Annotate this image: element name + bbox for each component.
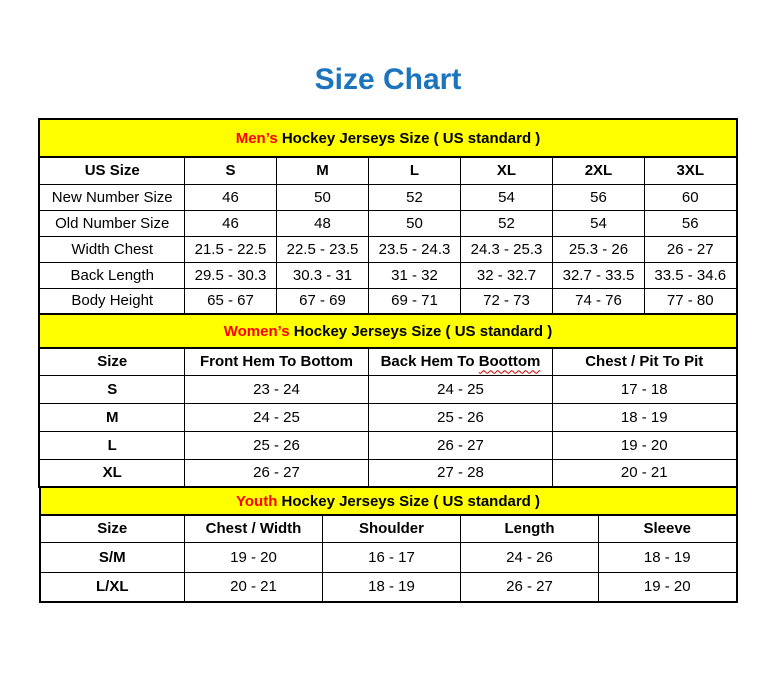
mens-size-table bbox=[38, 118, 737, 315]
youth-col-header: Chest / Width bbox=[185, 515, 323, 542]
size-value: 24 - 26 bbox=[461, 542, 599, 572]
tables-container bbox=[0, 118, 776, 603]
mens-row-back-length bbox=[39, 262, 736, 288]
size-value: 21.5 - 22.5 bbox=[184, 236, 276, 262]
size-value: 20 - 21 bbox=[552, 459, 736, 487]
row-label: Width Chest bbox=[39, 236, 184, 262]
row-label: Body Height bbox=[39, 288, 184, 314]
size-value: 72 - 73 bbox=[460, 288, 552, 314]
mens-col-header: S bbox=[184, 157, 276, 184]
size-value: 54 bbox=[552, 210, 644, 236]
mens-col-header: XL bbox=[460, 157, 552, 184]
youth-size-table bbox=[39, 486, 738, 603]
row-label: Old Number Size bbox=[39, 210, 184, 236]
size-value: 30.3 - 31 bbox=[276, 262, 368, 288]
row-label: S/M bbox=[40, 542, 185, 572]
womens-banner-row bbox=[39, 314, 736, 348]
womens-col-header: Size bbox=[39, 348, 184, 375]
size-value: 60 bbox=[644, 184, 736, 210]
size-value: 20 - 21 bbox=[185, 572, 323, 602]
size-value: 48 bbox=[276, 210, 368, 236]
mens-row-old-number-size bbox=[39, 210, 736, 236]
size-value: 32 - 32.7 bbox=[460, 262, 552, 288]
row-label: XL bbox=[39, 459, 184, 487]
youth-header-row bbox=[40, 515, 737, 542]
size-value: 77 - 80 bbox=[644, 288, 736, 314]
mens-banner-row bbox=[39, 119, 736, 157]
size-value: 52 bbox=[368, 184, 460, 210]
youth-banner-highlight: Youth bbox=[236, 492, 278, 510]
size-value: 18 - 19 bbox=[599, 542, 737, 572]
size-value: 26 - 27 bbox=[644, 236, 736, 262]
size-value: 25 - 26 bbox=[368, 403, 552, 431]
size-value: 25.3 - 26 bbox=[552, 236, 644, 262]
size-value: 50 bbox=[276, 184, 368, 210]
size-value: 24 - 25 bbox=[368, 375, 552, 403]
mens-banner-text: Hockey Jerseys Size ( US standard ) bbox=[281, 129, 541, 147]
womens-size-table bbox=[38, 313, 737, 488]
mens-row-new-number-size bbox=[39, 184, 736, 210]
womens-col-header-misspelled bbox=[368, 348, 552, 375]
size-value: 19 - 20 bbox=[552, 431, 736, 459]
mens-banner bbox=[39, 119, 736, 157]
mens-col-header: US Size bbox=[39, 157, 184, 184]
row-label: S bbox=[39, 375, 184, 403]
row-label: L/XL bbox=[40, 572, 185, 602]
size-value: 26 - 27 bbox=[184, 459, 368, 487]
youth-row-lxl bbox=[40, 572, 737, 602]
size-value: 18 - 19 bbox=[323, 572, 461, 602]
womens-header-row bbox=[39, 348, 736, 375]
size-value: 65 - 67 bbox=[184, 288, 276, 314]
womens-row-m bbox=[39, 403, 736, 431]
mens-banner-highlight: Men’s bbox=[235, 129, 278, 147]
size-value: 18 - 19 bbox=[552, 403, 736, 431]
youth-banner-text: Hockey Jerseys Size ( US standard ) bbox=[281, 492, 540, 510]
size-value: 22.5 - 23.5 bbox=[276, 236, 368, 262]
mens-col-header: M bbox=[276, 157, 368, 184]
size-value: 74 - 76 bbox=[552, 288, 644, 314]
back-hem-prefix: Back Hem To bbox=[380, 353, 475, 371]
size-value: 26 - 27 bbox=[368, 431, 552, 459]
size-value: 46 bbox=[184, 210, 276, 236]
size-value: 31 - 32 bbox=[368, 262, 460, 288]
row-label: Back Length bbox=[39, 262, 184, 288]
size-value: 23.5 - 24.3 bbox=[368, 236, 460, 262]
youth-banner-row bbox=[40, 487, 737, 515]
womens-banner-highlight: Women’s bbox=[223, 322, 290, 340]
size-value: 16 - 17 bbox=[323, 542, 461, 572]
page-title: Size Chart bbox=[314, 63, 462, 96]
size-value: 17 - 18 bbox=[552, 375, 736, 403]
size-value: 26 - 27 bbox=[461, 572, 599, 602]
mens-header-row bbox=[39, 157, 736, 184]
youth-col-header: Sleeve bbox=[599, 515, 737, 542]
womens-row-xl bbox=[39, 459, 736, 487]
mens-col-header: L bbox=[368, 157, 460, 184]
womens-banner-text: Hockey Jerseys Size ( US standard ) bbox=[293, 322, 553, 340]
youth-banner bbox=[40, 487, 737, 515]
womens-col-header: Chest / Pit To Pit bbox=[552, 348, 736, 375]
spellcheck-squiggle-word: Boottom bbox=[478, 353, 541, 371]
size-value: 69 - 71 bbox=[368, 288, 460, 314]
size-value: 54 bbox=[460, 184, 552, 210]
mens-col-header: 2XL bbox=[552, 157, 644, 184]
size-value: 27 - 28 bbox=[368, 459, 552, 487]
size-value: 50 bbox=[368, 210, 460, 236]
youth-col-header: Shoulder bbox=[323, 515, 461, 542]
womens-row-s bbox=[39, 375, 736, 403]
womens-row-l bbox=[39, 431, 736, 459]
size-value: 24 - 25 bbox=[184, 403, 368, 431]
size-value: 25 - 26 bbox=[184, 431, 368, 459]
mens-row-body-height bbox=[39, 288, 736, 314]
womens-banner bbox=[39, 314, 736, 348]
size-value: 56 bbox=[644, 210, 736, 236]
size-value: 23 - 24 bbox=[184, 375, 368, 403]
size-value: 46 bbox=[184, 184, 276, 210]
size-value: 19 - 20 bbox=[185, 542, 323, 572]
row-label: New Number Size bbox=[39, 184, 184, 210]
size-value: 29.5 - 30.3 bbox=[184, 262, 276, 288]
womens-col-header: Front Hem To Bottom bbox=[184, 348, 368, 375]
size-value: 19 - 20 bbox=[599, 572, 737, 602]
size-value: 33.5 - 34.6 bbox=[644, 262, 736, 288]
size-value: 24.3 - 25.3 bbox=[460, 236, 552, 262]
size-value: 52 bbox=[460, 210, 552, 236]
size-value: 32.7 - 33.5 bbox=[552, 262, 644, 288]
size-value: 67 - 69 bbox=[276, 288, 368, 314]
youth-row-sm bbox=[40, 542, 737, 572]
youth-col-header: Size bbox=[40, 515, 185, 542]
mens-col-header: 3XL bbox=[644, 157, 736, 184]
size-value: 56 bbox=[552, 184, 644, 210]
youth-col-header: Length bbox=[461, 515, 599, 542]
mens-row-width-chest bbox=[39, 236, 736, 262]
row-label: M bbox=[39, 403, 184, 431]
row-label: L bbox=[39, 431, 184, 459]
